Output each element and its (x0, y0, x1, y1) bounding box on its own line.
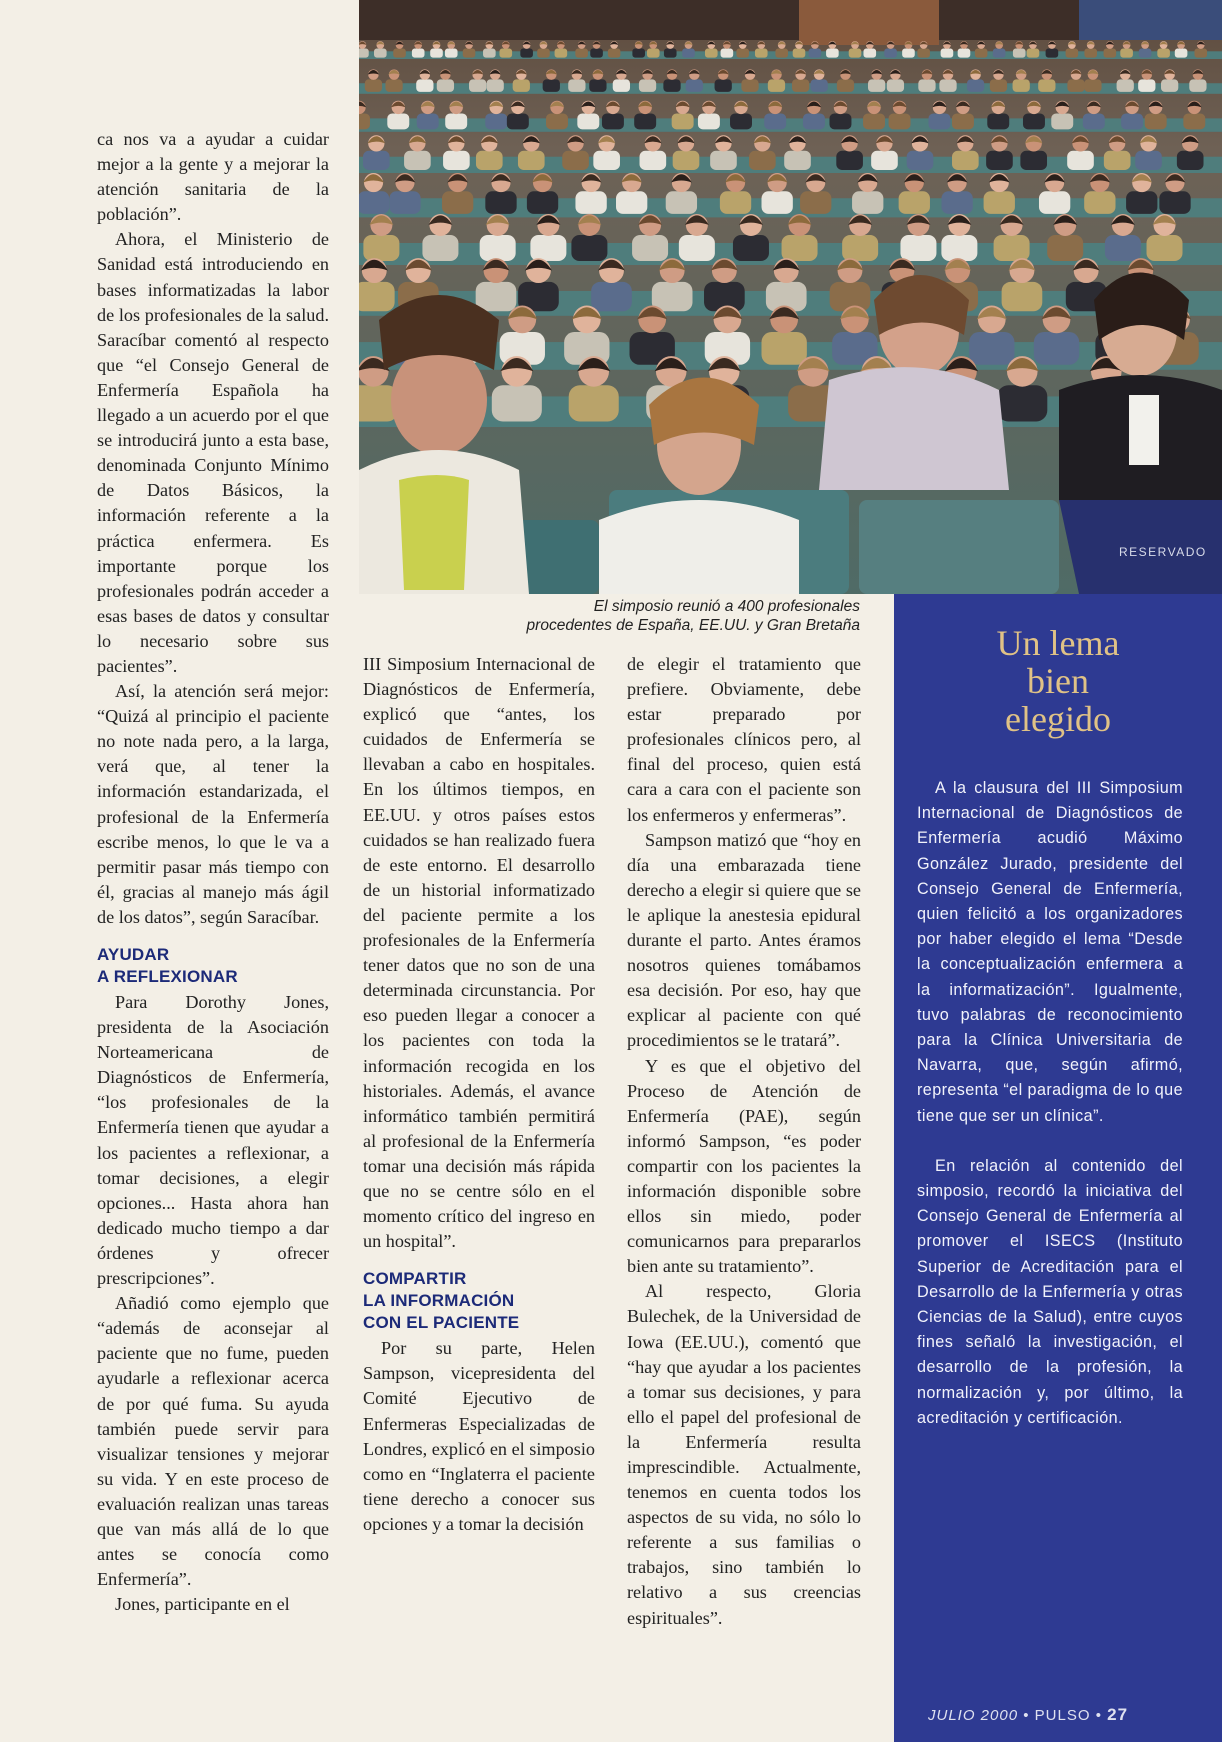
article-paragraph: Así, la atención será mejor: “Quizá al principio el paciente no note nada pero, a la larga, verá que, al tener la información estandarizada, el profesional de la Enfermería escribe menos, lo que le va a permitir pasar más tiempo con él, gracias al manejo más ágil de los datos”, según Saracíbar. (97, 681, 329, 927)
audience-body (1145, 114, 1167, 130)
audience-body (445, 49, 458, 58)
audience-body (483, 49, 496, 58)
audience-body (871, 151, 898, 170)
audience-body (736, 49, 749, 58)
audience-body (1120, 49, 1133, 58)
audience-body (984, 191, 1015, 214)
audience-body (907, 151, 934, 170)
audience-body (1047, 235, 1083, 261)
audience-body (1189, 79, 1206, 91)
audience-body (994, 235, 1030, 261)
audience-body (721, 49, 734, 58)
audience-body (639, 79, 656, 91)
audience-body (616, 191, 647, 214)
audience-body (863, 114, 885, 130)
audience-body (513, 79, 530, 91)
audience-body (374, 49, 387, 58)
audience-body (803, 114, 825, 130)
audience-body (1013, 79, 1030, 91)
article-paragraph: III Simposium Internacional de Diagnósticos de Enfermería, explicó que “antes, los cuidados de Enfermería se llevaban a cabo en hospitales. En los últimos tiempos, en EE.UU. y otros países estos cuidados se han realizado fuera de este entorno. El desarrollo de un historial informatizado del paciente permite a los profesionales de la Enfermería tener datos que no son de una determinada circunstancia. Por eso pueden llegar a conocer a los pacientes con toda la información recogida en los historiales. Además, el avance informático también permitirá al profesional de la Enfermería tomar una decisión más rápida que no se centre sólo en el momento crítico del ingreso en un hospital”. (363, 654, 595, 1252)
audience-body (546, 114, 568, 130)
audience-body (941, 235, 977, 261)
sidebar-paragraph: En relación al contenido del simposio, recordó la iniciativa del Consejo General de Enfermería al promover el ISECS (Instituto Superior de Acreditación para el Desarrollo de la Enfermería y otras Ciencias de la Salud), entre cuyos fines señaló la investigación, el desarrollo de la profesión, la normalización y, por último, la acreditación y certificación. (917, 1156, 1183, 1427)
caption-line: El simposio reunió a 400 profesionales (593, 598, 860, 615)
section-heading-line: A REFLEXIONAR (97, 967, 238, 986)
audience-body (1135, 151, 1162, 170)
audience-body (1066, 49, 1079, 58)
audience-body (715, 79, 732, 91)
caption-line: procedentes de España, EE.UU. y Gran Bretaña (526, 617, 860, 634)
sidebar-title-line: elegido (1005, 699, 1111, 739)
audience-body (672, 114, 694, 130)
audience-body (485, 191, 516, 214)
audience-body (837, 79, 854, 91)
audience-body (1104, 49, 1117, 58)
audience-body (941, 49, 954, 58)
audience-body (1105, 235, 1141, 261)
audience-body (1020, 151, 1047, 170)
audience-body (902, 49, 915, 58)
audience-body (359, 114, 370, 130)
photo-caption (420, 597, 860, 635)
audience-body (826, 49, 839, 58)
audience-body (889, 114, 911, 130)
audience-body (1104, 151, 1131, 170)
article-paragraph: Sampson matizó que “hoy en día una embarazada tiene derecho a elegir si quiere que se le aplique la anestesia epidural durante el parto. Antes éramos nosotros quienes tomábamos esa decisión. Por eso, hay que explicar al paciente con qué procedimientos se le tratará”. (627, 829, 861, 1051)
sidebar-title-line: bien (1027, 661, 1089, 701)
audience-body (969, 332, 1014, 365)
audience-body (389, 191, 420, 214)
audience-body (442, 191, 473, 214)
audience-body (1038, 79, 1055, 91)
audience-body (686, 79, 703, 91)
sidebar-box (894, 594, 1222, 1742)
audience-body (416, 79, 433, 91)
audience-body (1183, 114, 1205, 130)
audience-body (359, 49, 369, 58)
audience-body (492, 385, 542, 421)
audience-body (445, 114, 467, 130)
audience-body (941, 191, 972, 214)
audience-body (568, 79, 585, 91)
audience-body (1121, 114, 1143, 130)
audience-body (673, 151, 700, 170)
audience-body (463, 49, 476, 58)
audience-body (952, 151, 979, 170)
audience-body (986, 151, 1013, 170)
audience-body (792, 79, 809, 91)
audience-body (1177, 151, 1204, 170)
audience-body (537, 49, 550, 58)
audience-body (430, 49, 443, 58)
audience-body (1117, 79, 1134, 91)
audience-body (917, 49, 930, 58)
audience-body (1067, 151, 1094, 170)
audience-body (761, 332, 806, 365)
audience-body (359, 282, 395, 311)
audience-body (485, 114, 507, 130)
audience-body (852, 191, 883, 214)
audience-body (975, 49, 988, 58)
audience-body (1013, 49, 1026, 58)
audience-body (1194, 49, 1207, 58)
section-heading (97, 944, 329, 988)
audience-body (487, 79, 504, 91)
audience-body (520, 49, 533, 58)
article-paragraph: ca nos va a ayudar a cuidar mejor a la gente y a mejorar la atención sanitaria de la población”. (97, 129, 329, 225)
article-paragraph: Y es que el objetivo del Proceso de Atención de Enfermería (PAE), según informó Sampson, “es poder compartir con los pacientes la información disponible sobre ellos sin miedo, poder comunicarnos para prepararlos bien ante su tratamiento”. (627, 1055, 861, 1277)
audience-body (589, 79, 606, 91)
sidebar-title (894, 624, 1222, 738)
article-paragraph: Jones, participante en el (115, 1594, 290, 1615)
section-heading-line: COMPARTIR (363, 1269, 467, 1289)
audience-body (928, 114, 950, 130)
audience-body (705, 49, 718, 58)
audience-body (939, 79, 956, 91)
audience-body (1002, 282, 1043, 311)
section-heading-line: CON EL PACIENTE (363, 1313, 520, 1333)
audience-body (385, 79, 402, 91)
audience-body (571, 235, 607, 261)
audience-body (1084, 191, 1115, 214)
audience-body (666, 191, 697, 214)
audience-body (997, 385, 1047, 421)
audience-body (437, 79, 454, 91)
audience-body (393, 49, 406, 58)
article-column-2 (363, 652, 595, 1537)
audience-body (1084, 79, 1101, 91)
audience-body (1161, 79, 1178, 91)
audience-body (1139, 49, 1152, 58)
article-column-1 (97, 127, 329, 1617)
footer-magazine: PULSO (1034, 1707, 1091, 1724)
audience-body (1147, 235, 1183, 261)
audience-body (1051, 114, 1073, 130)
audience-body (569, 385, 619, 421)
audience-body (412, 49, 425, 58)
audience-body (782, 235, 818, 261)
audience-body (664, 49, 677, 58)
audience-body (849, 49, 862, 58)
audience-body (749, 151, 776, 170)
audience-body (775, 49, 788, 58)
audience-body (543, 79, 560, 91)
audience-body (811, 79, 828, 91)
audience-body (647, 49, 660, 58)
audience-body (829, 114, 851, 130)
audience-body (764, 114, 786, 130)
audience-body (1175, 49, 1188, 58)
audience-body (562, 151, 589, 170)
audience-body (404, 151, 431, 170)
audience-body (422, 235, 458, 261)
audience-body (1046, 49, 1059, 58)
audience-body (762, 191, 793, 214)
audience-body (499, 49, 512, 58)
audience-body (518, 151, 545, 170)
audience-body (1138, 79, 1155, 91)
audience-body (575, 49, 588, 58)
audience-body (663, 79, 680, 91)
audience-body (387, 114, 409, 130)
audience-body (868, 79, 885, 91)
audience-body (417, 114, 439, 130)
audience-body (1039, 191, 1070, 214)
audience-body (809, 49, 822, 58)
audience-body (613, 79, 630, 91)
audience-body (720, 191, 751, 214)
audience-body (768, 79, 785, 91)
section-heading-line: LA INFORMACIÓN (363, 1291, 515, 1311)
audience-body (836, 151, 863, 170)
article-paragraph: Al respecto, Gloria Bulechek, de la Universidad de Iowa (EE.UU.), comentó que “hay que ayudar a los pacientes a tomar sus decisiones, y para ello el papel del profesional de la Enfermería resulta imprescindible. Actualmente, tenemos en cuenta todos los aspectos de su vida, no sólo lo referente a sus familias o trabajos, sino también lo relativo a sus creencias espirituales”. (627, 1281, 861, 1628)
audience-body (443, 151, 470, 170)
audience-body (679, 235, 715, 261)
audience-body (363, 151, 390, 170)
audience-body (1126, 191, 1157, 214)
section-heading (363, 1268, 595, 1334)
article-column-3 (627, 652, 861, 1631)
audience-body (507, 114, 529, 130)
audience-body (710, 151, 737, 170)
audience-body (741, 79, 758, 91)
audience-body (863, 49, 876, 58)
audience-body (530, 235, 566, 261)
audience-body (1067, 79, 1084, 91)
sidebar-body (917, 776, 1183, 1456)
audience-body (800, 191, 831, 214)
page-footer (928, 1705, 1128, 1725)
audience-body (555, 49, 568, 58)
audience-body (993, 49, 1006, 58)
audience-body (730, 114, 752, 130)
section-heading-line: AYUDAR (97, 945, 170, 964)
page-number: 27 (1107, 1705, 1129, 1724)
article-paragraph: Por su parte, Helen Sampson, vicepresidenta del Comité Ejecutivo de Enfermeras Especializadas de Londres, explicó en el simposio como en “Inglaterra el paciente tiene derecho a conocer sus opciones y a tomar la decisión (363, 1338, 595, 1534)
audience-body (632, 235, 668, 261)
audience-body (1083, 114, 1105, 130)
audience-body (899, 191, 930, 214)
audience-body (698, 114, 720, 130)
audience-body (365, 79, 382, 91)
audience-body (1027, 49, 1040, 58)
audience-body (987, 114, 1009, 130)
audience-body (884, 49, 897, 58)
footer-issue: JULIO 2000 (928, 1707, 1019, 1724)
audience-body (952, 114, 974, 130)
audience-body (577, 114, 599, 130)
audience-body (682, 49, 695, 58)
audience-body (593, 151, 620, 170)
audience-body (602, 114, 624, 130)
audience-body (634, 114, 656, 130)
article-paragraph: Añadió como ejemplo que “además de aconsejar al paciente que no fume, pueden ayudarle a reflexionar acerca de por qué fuma. Su ayuda también puede servir para visualizar tensiones y mejorar su vida. Y en este proceso de evaluación realizan unas tareas que van más allá de lo que antes se conocía como Enfermería”. (97, 1293, 329, 1590)
footer-separator: • (1095, 1707, 1102, 1724)
sidebar-title-line: Un lema (996, 623, 1120, 663)
audience-body (1023, 114, 1045, 130)
audience-body (363, 235, 399, 261)
audience-body (1159, 191, 1190, 214)
audience-body (480, 235, 516, 261)
audience-body (967, 79, 984, 91)
audience-body (1084, 49, 1097, 58)
audience-body (784, 151, 811, 170)
audience-body (527, 191, 558, 214)
audience-body (755, 49, 768, 58)
audience-body (575, 191, 606, 214)
audience-body (1034, 332, 1079, 365)
audience-body (632, 49, 645, 58)
audience-body (640, 151, 667, 170)
audience-body (590, 49, 603, 58)
audience-body (887, 79, 904, 91)
article-paragraph: de elegir el tratamiento que prefiere. Obviamente, debe estar preparado por profesionales clínicos pero, al final del proceso, quien está cara a cara con el paciente son los enfermeros y enfermeras”. (627, 654, 861, 825)
audience-body (733, 235, 769, 261)
audience-body (476, 151, 503, 170)
audience-body (900, 235, 936, 261)
audience-body (1157, 49, 1170, 58)
audience-body (608, 49, 621, 58)
audience-body (918, 79, 935, 91)
article-paragraph: Para Dorothy Jones, presidenta de la Asociación Norteamericana de Diagnósticos de Enfermería, “los profesionales de la Enfermería tienen que ayudar a los pacientes a reflexionar, a tomar decisiones, a elegir opciones... Hasta ahora han dedicado mucho tiempo a dar órdenes y ofrecer prescripciones”. (97, 992, 329, 1289)
article-paragraph: Ahora, el Ministerio de Sanidad está introduciendo en bases informatizadas la labor de los profesionales de la salud. Saracíbar comentó al respecto que “el Consejo General de Enfermería Española ha llegado a un acuerdo por el que se introducirá junto a esta base, denominada Conjunto Mínimo de Datos Básicos, la información referente a la práctica enfermera. Es importante porque los profesionales podrán acceder a esas bases de datos y consultar lo necesario sobre sus pacientes”. (97, 229, 329, 676)
audience-body (793, 49, 806, 58)
audience-body (958, 49, 971, 58)
auditorium-photo (359, 0, 1222, 594)
audience-body (990, 79, 1007, 91)
audience-body (359, 191, 389, 214)
footer-separator: • (1023, 1707, 1030, 1724)
audience-body (469, 79, 486, 91)
audience-body (842, 235, 878, 261)
reserved-sign-text: RESERVADO (1119, 545, 1207, 559)
sidebar-paragraph: A la clausura del III Simposium Internacional de Diagnósticos de Enfermería acudió Máximo González Jurado, presidente del Consejo General de Enfermería, quien felicitó a los organizadores por haber elegido el lema “Desde la conceptualización enfermera a la informatización”. Igualmente, tuvo palabras de reconocimiento para la Clínica Universitaria de Navarra, que, según afirmó, representa “el paradigma de lo que tiene que ser un clínica”. (917, 779, 1183, 1125)
audience-body (591, 282, 632, 311)
audience-body (476, 282, 517, 311)
